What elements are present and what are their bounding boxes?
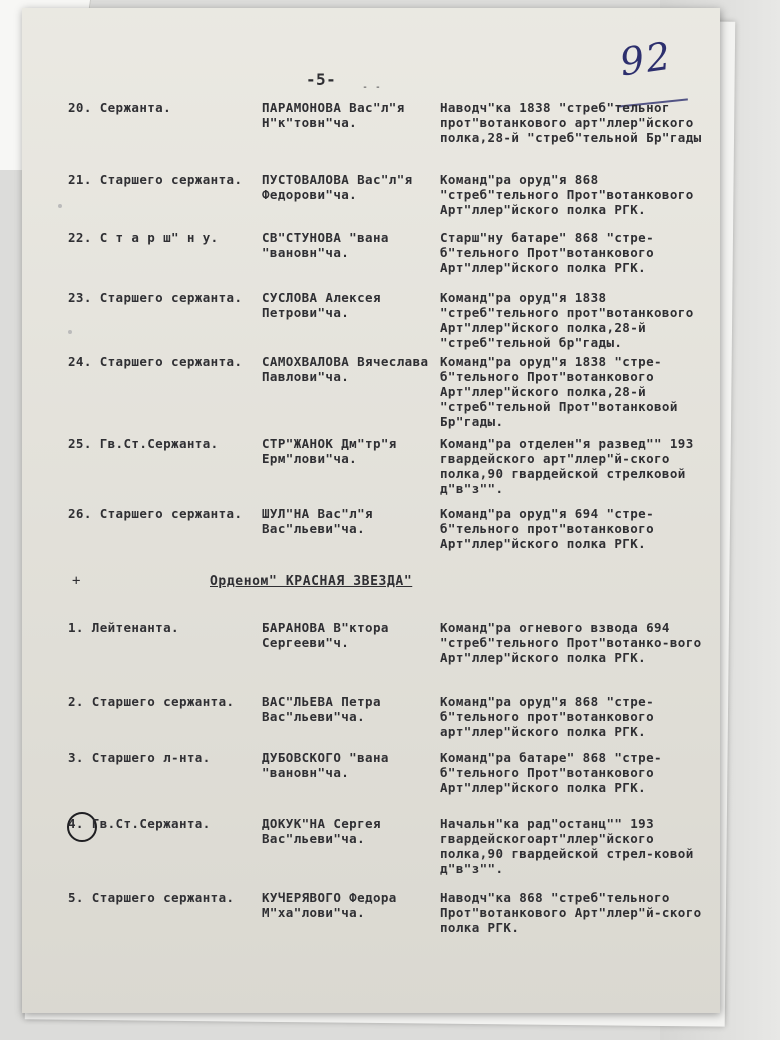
entry-unit: Команд"ра оруд"я 868 "стре-б"тельного прот"вотанкового арт"ллер"йского полка РГК. <box>440 694 654 739</box>
entry-rank: 22. С т а р ш" н у. <box>68 230 219 245</box>
page-number-dashes: - - <box>362 82 382 93</box>
entry-name: ШУЛ"НА Вас"л"я Вас"льеви"ча. <box>262 506 373 536</box>
entry-unit: Команд"ра огневого взвода 694 "стреб"тельного Прот"вотанко-вого Арт"ллер"йского полка РГК. <box>440 620 702 665</box>
entry-name: ПАРАМОНОВА Вас"л"я Н"к"товн"ча. <box>262 100 405 130</box>
entry-rank: 4. Гв.Ст.Сержанта. <box>68 816 211 831</box>
document-page <box>22 8 720 1013</box>
entry-name: КУЧЕРЯВОГО Федора М"ха"лови"ча. <box>262 890 397 920</box>
entry-rank: 2. Старшего сержанта. <box>68 694 235 709</box>
entry-unit: Команд"ра оруд"я 1838 "стре-б"тельного Прот"вотанкового Арт"ллер"йского полка,28-й "стреб"тельной Прот"вотанковой Бр"гады. <box>440 354 678 429</box>
entry-name: ДУБОВСКОГО "вана "вановн"ча. <box>262 750 389 780</box>
entry-unit: Команд"ра оруд"я 1838 "стреб"тельного прот"вотанкового Арт"ллер"йского полка,28-й "стреб"тельной бр"гады. <box>440 290 694 350</box>
entry-rank: 5. Старшего сержанта. <box>68 890 235 905</box>
entry-name: СТР"ЖАНОК Дм"тр"я Ерм"лови"ча. <box>262 436 397 466</box>
entry-unit: Старш"ну батаре" 868 "стре-б"тельного Прот"вотанкового Арт"ллер"йского полка РГК. <box>440 230 654 275</box>
entry-name: ДОКУК"НА Сергея Вас"льеви"ча. <box>262 816 381 846</box>
entry-rank: 24. Старшего сержанта. <box>68 354 243 369</box>
handwritten-page-number: 92 <box>617 33 676 85</box>
entry-name: СВ"СТУНОВА "вана "вановн"ча. <box>262 230 389 260</box>
entry-rank: 20. Сержанта. <box>68 100 172 115</box>
entry-unit: Команд"ра батаре" 868 "стре-б"тельного Прот"вотанкового Арт"ллер"йского полка РГК. <box>440 750 662 795</box>
entry-unit: Команд"ра оруд"я 868 "стреб"тельного Прот"вотанкового Арт"ллер"йского полка РГК. <box>440 172 694 217</box>
punch-hole <box>58 204 62 208</box>
entry-unit: Наводч"ка 868 "стреб"тельного Прот"вотанкового Арт"ллер"й-ского полка РГК. <box>440 890 702 935</box>
entry-name: БАРАНОВА В"ктора Сергееви"ч. <box>262 620 389 650</box>
punch-hole <box>68 330 72 334</box>
entry-rank: 23. Старшего сержанта. <box>68 290 243 305</box>
entry-name: САМОХВАЛОВА Вячеслава Павлови"ча. <box>262 354 429 384</box>
entry-unit: Команд"ра отделен"я развед"" 193 гвардейского арт"ллер"й-ского полка,90 гвардейской стрелковой д"в"з"". <box>440 436 694 496</box>
entry-name: СУСЛОВА Алексея Петрови"ча. <box>262 290 381 320</box>
entry-rank: 1. Лейтенанта. <box>68 620 179 635</box>
section-heading: Орденом" КРАСНАЯ ЗВЕЗДА" <box>210 574 413 589</box>
entry-unit: Начальн"ка рад"останц"" 193 гвардейскогоарт"ллер"йского полка,90 гвардейской стрел-ковой д"в"з"". <box>440 816 694 876</box>
entry-unit: Наводч"ка 1838 "стреб"тельног прот"вотанкового арт"ллер"йского полка,28-й "стреб"тельной Бр"гады <box>440 100 702 145</box>
page-number: -5- <box>306 70 337 89</box>
entry-name: ПУСТОВАЛОВА Вас"л"я Федорови"ча. <box>262 172 413 202</box>
entry-rank: 25. Гв.Ст.Сержанта. <box>68 436 219 451</box>
pencil-cross-mark: + <box>72 573 81 589</box>
entry-rank: 26. Старшего сержанта. <box>68 506 243 521</box>
entry-name: ВАС"ЛЬЕВА Петра Вас"льеви"ча. <box>262 694 381 724</box>
entry-rank: 3. Старшего л-нта. <box>68 750 211 765</box>
entry-unit: Команд"ра оруд"я 694 "стре-б"тельного прот"вотанкового Арт"ллер"йского полка РГК. <box>440 506 654 551</box>
entry-rank: 21. Старшего сержанта. <box>68 172 243 187</box>
